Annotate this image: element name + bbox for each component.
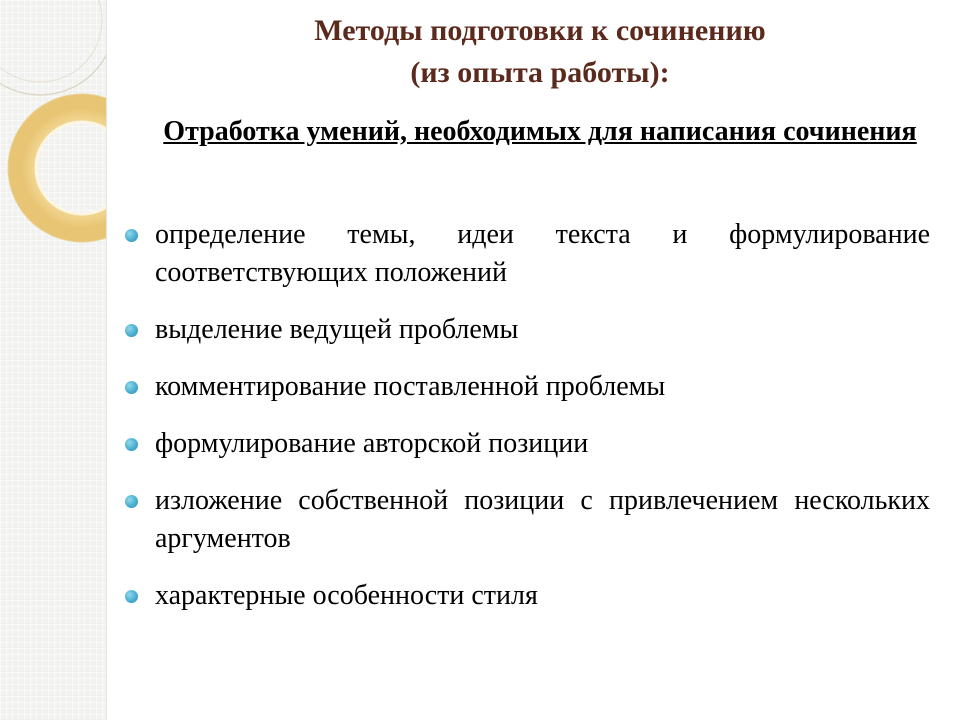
section-subheading: Отработка умений, необходимых для написания сочинения (163, 116, 917, 147)
list-item (122, 368, 930, 406)
decorative-rings-graphic (0, 0, 106, 720)
bullet-dot-icon (125, 381, 138, 394)
list-item-text: характерные особенности стиля (155, 580, 538, 611)
list-item (122, 216, 930, 292)
list-item-text: комментирование поставленной проблемы (155, 371, 666, 402)
bullet-dot-icon (125, 229, 138, 242)
list-item (122, 311, 930, 349)
list-item (122, 425, 930, 463)
title-line-1: Методы подготовки к сочинению (314, 14, 766, 47)
list-item-text: изложение собственной позиции с привлечением нескольких аргументов (155, 485, 930, 554)
bullet-dot-icon (125, 590, 138, 603)
list-item (122, 482, 930, 558)
bullet-dot-icon (125, 324, 138, 337)
list-item-text: определение темы, идеи текста и формулирование соответствующих положений (155, 219, 930, 288)
bullet-dot-icon (125, 438, 138, 451)
list-item (122, 577, 930, 615)
bullet-dot-icon (125, 495, 138, 508)
slide-title (140, 10, 940, 94)
decorative-rings (0, 0, 106, 720)
list-item-text: выделение ведущей проблемы (155, 314, 519, 345)
list-item-text: формулирование авторской позиции (155, 428, 589, 459)
bullet-list (122, 216, 930, 634)
title-line-2: (из опыта работы): (410, 56, 670, 89)
